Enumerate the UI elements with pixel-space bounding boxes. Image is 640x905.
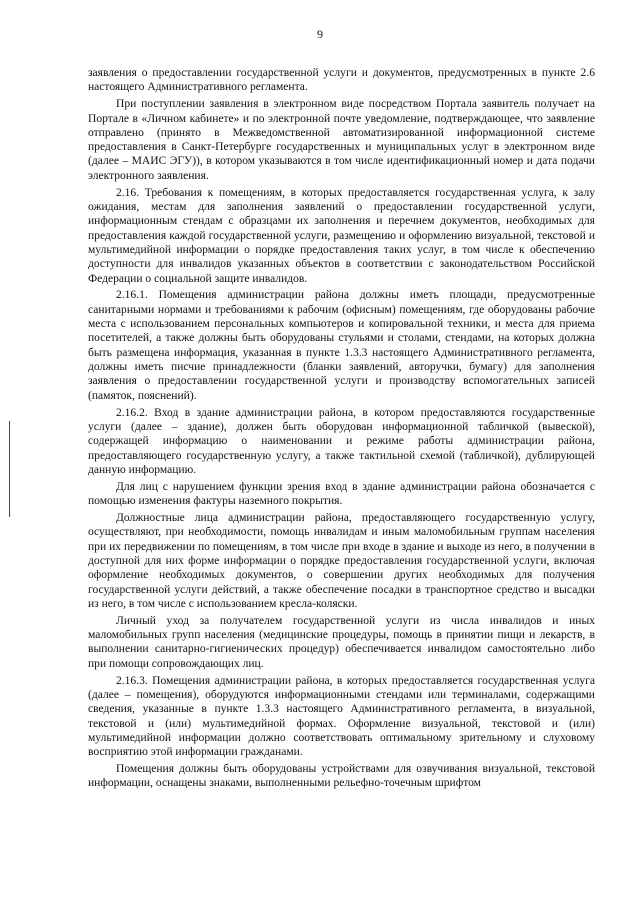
paragraph-2-16-3: 2.16.3. Помещения администрации района, в которых предоставляется государственная услуга (далее – помещения), оборудуются информационными стендами или терминалами, содержащими сведения, указанные в пункте 1.3.3 настоящего Административного регламента, в визуальной, текстовой и (или) мультимедийной формах. Оформление визуальной, текстовой и (или) мультимедийной информации должно соответствовать оптимальному зрительному и слуховому восприятию этой информации гражданами.	[88, 674, 595, 759]
page-number: 9	[317, 27, 323, 41]
paragraph-2-16: 2.16. Требования к помещениям, в которых предоставляется государственная услуга, к залу ожидания, местам для заполнения заявлений о предоставлении государственной услуги, информационным стендам с образцами их заполнения и перечнем документов, необходимых для предоставления каждой государственной услуги, размещению и оформлению визуальной, текстовой и мультимедийной информации о порядке предоставления таких услуг, в том числе к обеспечению доступности для инвалидов указанных объектов в соответствии с законодательством Российской Федерации о социальной защите инвалидов.	[88, 186, 595, 285]
paragraph-personal-care: Личный уход за получателем государственной услуги из числа инвалидов и иных маломобильных групп населения (медицинские процедуры, помощь в принятии пищи и лекарств, в выполнении санитарно-гигиенических процедур) обеспечивается инвалидом самостоятельно либо при помощи сопровождающих лиц.	[88, 614, 595, 670]
document-body	[88, 66, 595, 793]
paragraph-vision-impaired: Для лиц с нарушением функции зрения вход в здание администрации района обозначается с помощью изменения фактуры наземного покрытия.	[88, 480, 595, 508]
paragraph-2-16-2: 2.16.2. Вход в здание администрации района, в котором предоставляются государственные услуги (далее – здание), должен быть оборудован информационной табличкой (вывеской), содержащей информацию о наименовании и режиме работы администрации района, предоставляющего государственную услугу, а также тактильной схемой (табличкой), дублирующей данную информацию.	[88, 406, 595, 476]
margin-line	[9, 421, 10, 517]
paragraph-continuation: заявления о предоставлении государственной услуги и документов, предусмотренных в пункте 2.6 настоящего Административного регламента.	[88, 67, 595, 94]
paragraph-2-16-1: 2.16.1. Помещения администрации района должны иметь площади, предусмотренные санитарными нормами и требованиями к рабочим (офисным) помещениям, где оборудованы рабочие места с использованием персональных компьютеров и копировальной техники, и места для приема посетителей, а также должны быть оборудованы стульями и столами, стендами, на которых должна быть размещена информация, указанная в пункте 1.3.3 настоящего Административного регламента, должны иметь писчие принадлежности (бланки заявлений, авторучки, бумагу) для заполнения заявления о предоставлении государственной услуги и производству вспомогательных записей (памяток, пояснений).	[88, 289, 595, 402]
paragraph-portal-notice: При поступлении заявления в электронном виде посредством Портала заявитель получает на Портале в «Личном кабинете» и по электронной почте уведомление, подтверждающее, что заявление отправлено (принято в Межведомственной автоматизированной информационной системе предоставления в Санкт-Петербурге государственных и муниципальных услуг в электронном виде (далее – МАИС ЭГУ)), в котором указываются в том числе идентификационный номер и дата подачи электронного заявления.	[88, 98, 595, 182]
paragraph-officials-assistance: Должностные лица администрации района, предоставляющего государственную услугу, осуществляют, при необходимости, помощь инвалидам и иным маломобильным группам населения при их передвижении по помещениям, в том числе при входе в здание и выходе из него, в получении в доступной для них форме информации о порядке предоставления государственной услуги, включая оформление необходимых документов, о совершении других необходимых для получения государственной услуги действий, а также обеспечение посадки в транспортное средство и высадки из него, в том числе с использованием кресла-коляски.	[88, 511, 595, 610]
paragraph-audio-devices: Помещения должны быть оборудованы устройствами для озвучивания визуальной, текстовой информации, оснащены знаками, выполненными рельефно-точечным шрифтом	[88, 763, 595, 790]
